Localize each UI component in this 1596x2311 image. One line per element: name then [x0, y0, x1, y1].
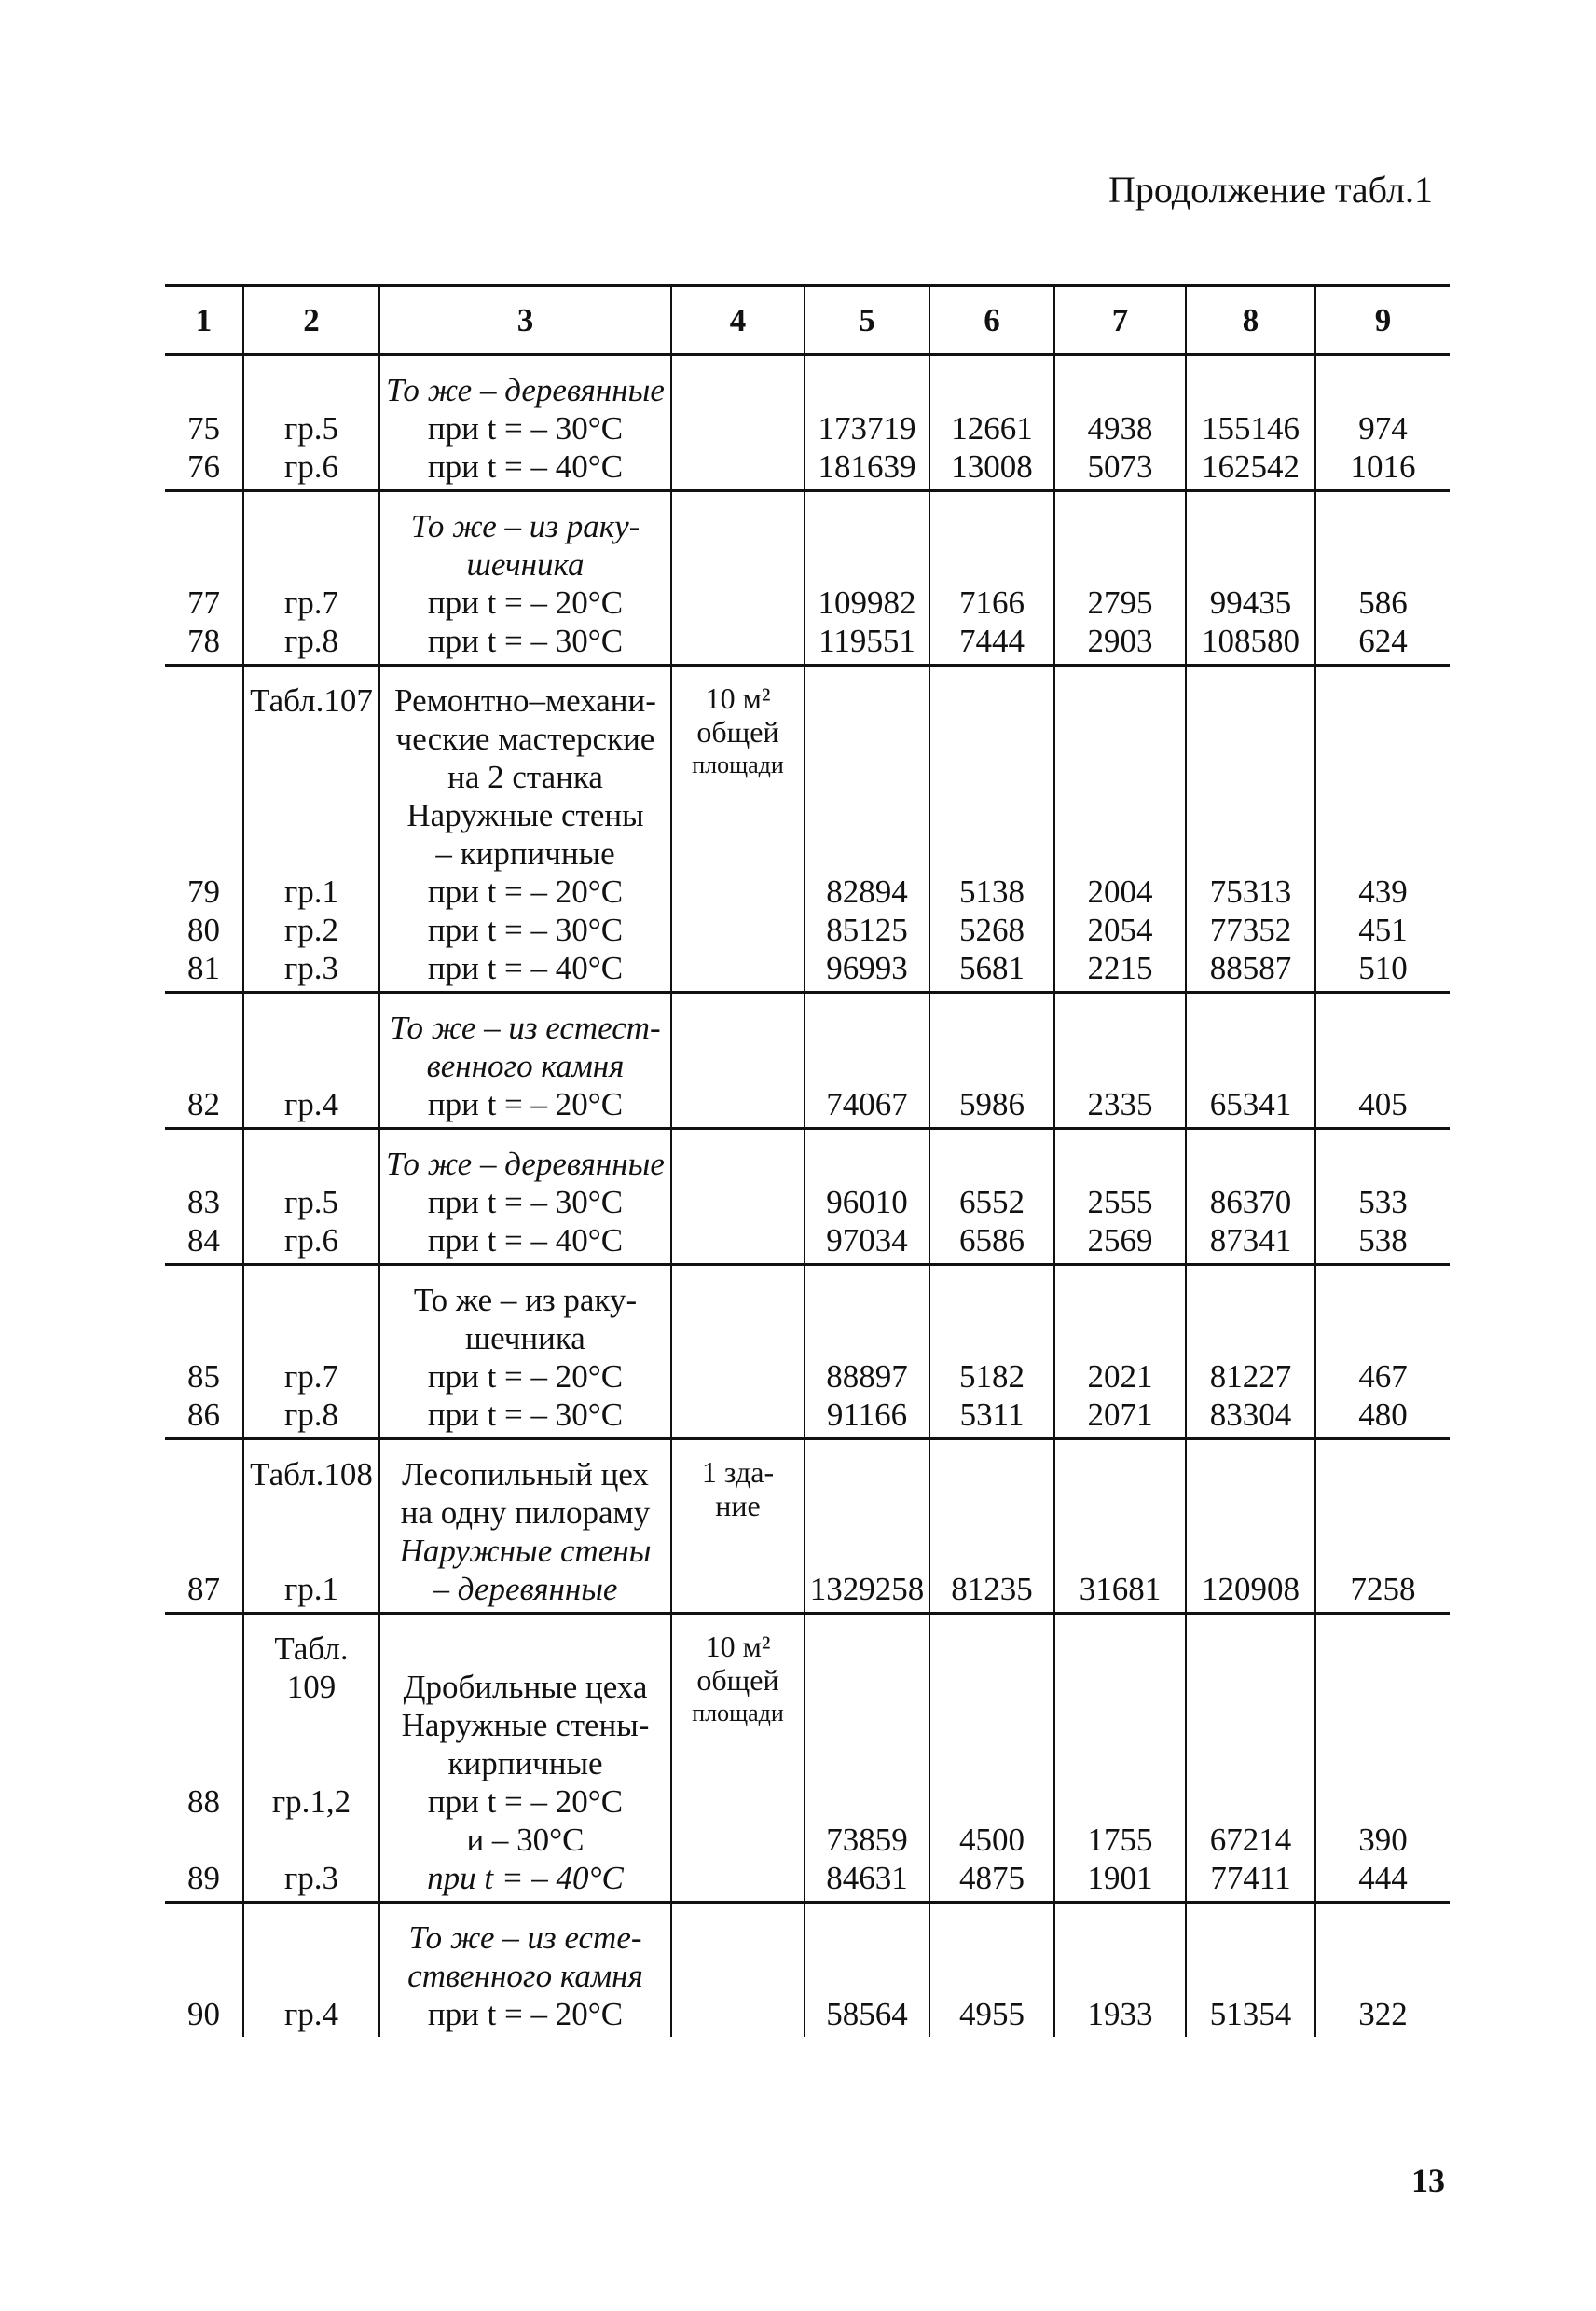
value: [807, 1782, 927, 1821]
value: 405: [1358, 1086, 1408, 1122]
description-line: То же – деревянные: [386, 1146, 665, 1182]
description-line: То же – из есте-: [408, 1919, 642, 1956]
row-number: [167, 1821, 241, 1859]
col-header: 8: [1186, 286, 1315, 355]
value: 322: [1358, 1996, 1408, 2032]
value: 81227: [1209, 1358, 1292, 1395]
row-number: 76: [187, 448, 220, 485]
group-code: гр.5: [283, 410, 339, 447]
description-cell: [379, 491, 671, 666]
condition-line: при t = – 30°С: [427, 623, 624, 659]
value: 109982: [818, 585, 916, 621]
group-code: гр.4: [283, 1086, 339, 1122]
row-number: 78: [187, 623, 220, 659]
row-number: 79: [187, 874, 220, 910]
value: 451: [1358, 912, 1408, 948]
value-cell-9: [1315, 993, 1450, 1129]
description-cell: [379, 1265, 671, 1439]
group-code-cell: [243, 1265, 379, 1439]
row-number: 82: [187, 1086, 220, 1122]
value: 162542: [1202, 448, 1300, 485]
description-cell: [379, 1614, 671, 1903]
col-header: 7: [1054, 286, 1186, 355]
row-number: 85: [187, 1358, 220, 1395]
value-cell-9: [1315, 1903, 1450, 2038]
value: 5138: [959, 874, 1025, 910]
value-cell-7: [1054, 491, 1186, 666]
value: 1016: [1350, 448, 1416, 485]
group-code: гр.2: [283, 912, 339, 948]
condition-line: при t = – 20°С: [427, 1358, 624, 1395]
value: 7444: [959, 623, 1025, 659]
value: 480: [1358, 1396, 1408, 1433]
group-code: гр.7: [283, 1358, 339, 1395]
description-line: Лесопильный цех: [402, 1456, 649, 1493]
condition-line: при t = – 40°С: [427, 950, 624, 986]
unit-line: ние: [715, 1489, 761, 1522]
description-cell: [379, 666, 671, 993]
header-row: [165, 286, 1450, 355]
description-line: Дробильные цеха: [403, 1669, 648, 1705]
value: 75313: [1209, 874, 1292, 910]
group-code-cell: [243, 355, 379, 491]
group-code: гр.3: [283, 950, 339, 986]
group-code: гр.4: [283, 1996, 339, 2032]
group-code: гр.8: [283, 623, 339, 659]
description-line: венного камня: [426, 1048, 625, 1084]
value: 390: [1358, 1822, 1408, 1858]
value: 58564: [826, 1996, 908, 2032]
value: 2335: [1087, 1086, 1153, 1122]
table-continuation-title: Продолжение табл.1: [1108, 169, 1433, 211]
group-code-cell: [243, 1614, 379, 1903]
value: 67214: [1209, 1822, 1292, 1858]
condition-line: и – 30°С: [466, 1822, 585, 1858]
value: 96010: [826, 1184, 908, 1220]
description-line: То же – деревянные: [386, 372, 665, 408]
value: 77411: [1210, 1860, 1291, 1896]
group-code: гр.7: [283, 585, 339, 621]
value: 73859: [826, 1822, 908, 1858]
value: 81235: [951, 1571, 1033, 1607]
value: 88897: [826, 1358, 908, 1395]
value: [932, 1782, 1052, 1821]
unit-cell: [671, 355, 805, 491]
row-number-cell: [165, 491, 243, 666]
row-number-cell: [165, 1614, 243, 1903]
value: 96993: [826, 950, 908, 986]
value: [1189, 1782, 1313, 1821]
value-cell-5: [805, 1129, 929, 1265]
value-cell-8: [1186, 355, 1315, 491]
row-number: 89: [187, 1860, 220, 1896]
value: 91166: [826, 1396, 908, 1433]
condition-line: – деревянные: [433, 1571, 618, 1607]
group-code-cell: [243, 491, 379, 666]
value: 6552: [959, 1184, 1025, 1220]
value: 83304: [1209, 1396, 1292, 1433]
value: 88587: [1209, 950, 1292, 986]
value-cell-7: [1054, 1614, 1186, 1903]
value: 586: [1358, 585, 1408, 621]
value-cell-5: [805, 1439, 929, 1614]
table-row-group: [165, 1439, 1450, 1614]
value-cell-8: [1186, 1265, 1315, 1439]
description-line: ческие мастерские: [395, 721, 655, 757]
value-cell-9: [1315, 355, 1450, 491]
col-header: 2: [243, 286, 379, 355]
row-number: 90: [187, 1996, 220, 2032]
unit-cell: [671, 666, 805, 993]
value: 2021: [1087, 1358, 1153, 1395]
value: 974: [1358, 410, 1408, 447]
value: 119551: [819, 623, 915, 659]
condition-line: при t = – 30°С: [427, 1396, 624, 1433]
unit-cell: [671, 1439, 805, 1614]
value-cell-5: [805, 1614, 929, 1903]
description-line: ственного камня: [407, 1958, 643, 1994]
value: [1318, 1782, 1448, 1821]
value: 4500: [959, 1822, 1025, 1858]
value: 86370: [1209, 1184, 1292, 1220]
unit-line: площади: [692, 751, 784, 778]
row-number-cell: [165, 1129, 243, 1265]
condition-line: при t = – 40°С: [427, 1860, 624, 1896]
value: 173719: [818, 410, 916, 447]
unit-line: 10 м²: [705, 681, 771, 715]
unit-cell: [671, 1903, 805, 2038]
row-number: 75: [187, 410, 220, 447]
value-cell-6: [929, 1439, 1054, 1614]
value: 7258: [1350, 1571, 1416, 1607]
value-cell-6: [929, 1265, 1054, 1439]
value: 77352: [1209, 912, 1292, 948]
value: 4875: [959, 1860, 1025, 1896]
row-number: 86: [187, 1396, 220, 1433]
value: 84631: [826, 1860, 908, 1896]
condition-line: при t = – 40°С: [427, 1222, 624, 1259]
table-row-group: [165, 491, 1450, 666]
col-header: 5: [805, 286, 929, 355]
value: 5311: [959, 1396, 1025, 1433]
value: 2795: [1087, 585, 1153, 621]
value-cell-8: [1186, 1614, 1315, 1903]
value-cell-9: [1315, 1265, 1450, 1439]
row-number-cell: [165, 1903, 243, 2038]
unit-cell: [671, 993, 805, 1129]
value-cell-6: [929, 355, 1054, 491]
unit-line: общей: [696, 715, 779, 749]
source-table-ref: Табл.107: [250, 682, 373, 719]
condition-line: при t = – 30°С: [427, 410, 624, 447]
value: 444: [1358, 1860, 1408, 1896]
row-number: 81: [187, 950, 220, 986]
value-cell-7: [1054, 1265, 1186, 1439]
value: 74067: [826, 1086, 908, 1122]
value: 4938: [1087, 410, 1153, 447]
value-cell-8: [1186, 993, 1315, 1129]
table-row-group: [165, 1265, 1450, 1439]
unit-cell: [671, 1265, 805, 1439]
value: 97034: [826, 1222, 908, 1259]
value: 538: [1358, 1222, 1408, 1259]
value: 2054: [1087, 912, 1153, 948]
value-cell-5: [805, 491, 929, 666]
condition-line: при t = – 40°С: [427, 448, 624, 485]
value: 533: [1358, 1184, 1408, 1220]
row-number: 88: [187, 1783, 220, 1820]
unit-cell: [671, 1129, 805, 1265]
value: 510: [1358, 950, 1408, 986]
row-number: 80: [187, 912, 220, 948]
table-row-group: [165, 666, 1450, 993]
value-cell-7: [1054, 1439, 1186, 1614]
value: 2215: [1087, 950, 1153, 986]
value-cell-6: [929, 666, 1054, 993]
value-cell-7: [1054, 666, 1186, 993]
description-line: – кирпичные: [435, 835, 615, 872]
row-number-cell: [165, 993, 243, 1129]
value: 181639: [818, 448, 916, 485]
value-cell-5: [805, 1903, 929, 2038]
table-row-group: [165, 1614, 1450, 1903]
description-cell: [379, 993, 671, 1129]
row-number: 87: [187, 1571, 220, 1607]
value-cell-9: [1315, 666, 1450, 993]
group-code: гр.6: [283, 1222, 339, 1259]
description-cell: [379, 1439, 671, 1614]
description-line: Наружные стены: [399, 1533, 652, 1569]
description-line: на одну пилораму: [400, 1494, 651, 1531]
value-cell-6: [929, 491, 1054, 666]
col-header: 3: [379, 286, 671, 355]
row-number-cell: [165, 355, 243, 491]
col-header: 9: [1315, 286, 1450, 355]
value: 6586: [959, 1222, 1025, 1259]
unit-line: площади: [692, 1699, 784, 1726]
value: [1057, 1782, 1183, 1821]
row-number: 83: [187, 1184, 220, 1220]
description-cell: [379, 1129, 671, 1265]
row-number: 84: [187, 1222, 220, 1259]
group-code: гр.6: [283, 448, 339, 485]
col-header: 6: [929, 286, 1054, 355]
value-cell-9: [1315, 491, 1450, 666]
group-code: гр.8: [283, 1396, 339, 1433]
value: 5268: [959, 912, 1025, 948]
condition-line: при t = – 20°С: [427, 585, 624, 621]
table-row-group: [165, 1129, 1450, 1265]
unit-cell: [671, 1614, 805, 1903]
value: 120908: [1202, 1571, 1300, 1607]
value: 82894: [826, 874, 908, 910]
value: 2569: [1087, 1222, 1153, 1259]
group-code: гр.1,2: [271, 1783, 351, 1820]
value: 108580: [1202, 623, 1300, 659]
value-cell-9: [1315, 1439, 1450, 1614]
value: 51354: [1209, 1996, 1292, 2032]
value: 87341: [1209, 1222, 1292, 1259]
unit-line: 1 зда-: [701, 1455, 775, 1489]
value: 1755: [1087, 1822, 1153, 1858]
description-line: кирпичные: [447, 1745, 603, 1781]
value: 85125: [826, 912, 908, 948]
description-line: Ремонтно–механи-: [394, 682, 656, 719]
description-cell: [379, 1903, 671, 2038]
value-cell-7: [1054, 993, 1186, 1129]
table-row-group: [165, 993, 1450, 1129]
description-line: То же – из раку-: [413, 1282, 638, 1318]
value-cell-8: [1186, 1439, 1315, 1614]
value-cell-9: [1315, 1129, 1450, 1265]
value: 12661: [951, 410, 1033, 447]
condition-line: при t = – 20°С: [427, 1086, 624, 1122]
unit-line: общей: [696, 1663, 779, 1697]
value: 2071: [1087, 1396, 1153, 1433]
description-line: шечника: [466, 546, 585, 583]
value: 5073: [1087, 448, 1153, 485]
value: 5986: [959, 1086, 1025, 1122]
source-table-ref: Табл. 109: [274, 1630, 349, 1705]
value: 31681: [1079, 1571, 1162, 1607]
unit-cell: [671, 491, 805, 666]
table-row-group: [165, 1903, 1450, 2038]
group-code: [246, 1821, 377, 1859]
condition-line: при t = – 30°С: [427, 1184, 624, 1220]
group-code-cell: [243, 1129, 379, 1265]
value: 1901: [1087, 1860, 1153, 1896]
description-line: шечника: [465, 1320, 585, 1356]
page-number: 13: [1411, 2162, 1445, 2199]
value: 439: [1358, 874, 1408, 910]
row-number-cell: [165, 1265, 243, 1439]
value: 99435: [1209, 585, 1292, 621]
value: 467: [1358, 1358, 1408, 1395]
value-cell-6: [929, 993, 1054, 1129]
value: 155146: [1202, 410, 1300, 447]
value-cell-6: [929, 1614, 1054, 1903]
description-line: Наружные стены: [406, 797, 644, 833]
col-header: 1: [165, 286, 243, 355]
value-cell-6: [929, 1903, 1054, 2038]
value-cell-5: [805, 355, 929, 491]
group-code: гр.3: [283, 1860, 339, 1896]
source-table-ref: Табл.108: [250, 1456, 373, 1493]
group-code: гр.1: [283, 1571, 339, 1607]
value-cell-5: [805, 1265, 929, 1439]
description-line: То же – из раку-: [410, 508, 640, 544]
condition-line: при t = – 20°С: [427, 1783, 624, 1820]
value-cell-9: [1315, 1614, 1450, 1903]
value: 65341: [1209, 1086, 1292, 1122]
value: 624: [1358, 623, 1408, 659]
unit-line: 10 м²: [705, 1630, 771, 1663]
value-cell-5: [805, 666, 929, 993]
value: 2555: [1087, 1184, 1153, 1220]
value-cell-8: [1186, 491, 1315, 666]
value: 2004: [1087, 874, 1153, 910]
value: 4955: [959, 1996, 1025, 2032]
value-cell-7: [1054, 1903, 1186, 2038]
condition-line: при t = – 20°С: [427, 1996, 624, 2032]
value: 1933: [1087, 1996, 1153, 2032]
col-header: 4: [671, 286, 805, 355]
condition-line: при t = – 30°С: [427, 912, 624, 948]
row-number-cell: [165, 666, 243, 993]
value-cell-5: [805, 993, 929, 1129]
group-code-cell: [243, 993, 379, 1129]
group-code: гр.1: [283, 874, 339, 910]
description-line: То же – из естест-: [390, 1010, 661, 1046]
value: 2903: [1087, 623, 1153, 659]
value-cell-6: [929, 1129, 1054, 1265]
data-table: [165, 284, 1450, 2037]
description-cell: [379, 355, 671, 491]
group-code-cell: [243, 666, 379, 993]
group-code-cell: [243, 1439, 379, 1614]
description-line: Наружные стены-: [401, 1707, 650, 1743]
value-cell-7: [1054, 355, 1186, 491]
group-code-cell: [243, 1903, 379, 2038]
row-number: 77: [187, 585, 220, 621]
value: 5182: [959, 1358, 1025, 1395]
value-cell-8: [1186, 1129, 1315, 1265]
row-number-cell: [165, 1439, 243, 1614]
value: 1329258: [809, 1571, 925, 1607]
value-cell-8: [1186, 666, 1315, 993]
value: 5681: [959, 950, 1025, 986]
description-line: на 2 станка: [447, 759, 603, 795]
group-code: гр.5: [283, 1184, 339, 1220]
table-row-group: [165, 355, 1450, 491]
value-cell-7: [1054, 1129, 1186, 1265]
value-cell-8: [1186, 1903, 1315, 2038]
condition-line: при t = – 20°С: [427, 874, 624, 910]
value: 13008: [951, 448, 1033, 485]
value: 7166: [959, 585, 1025, 621]
